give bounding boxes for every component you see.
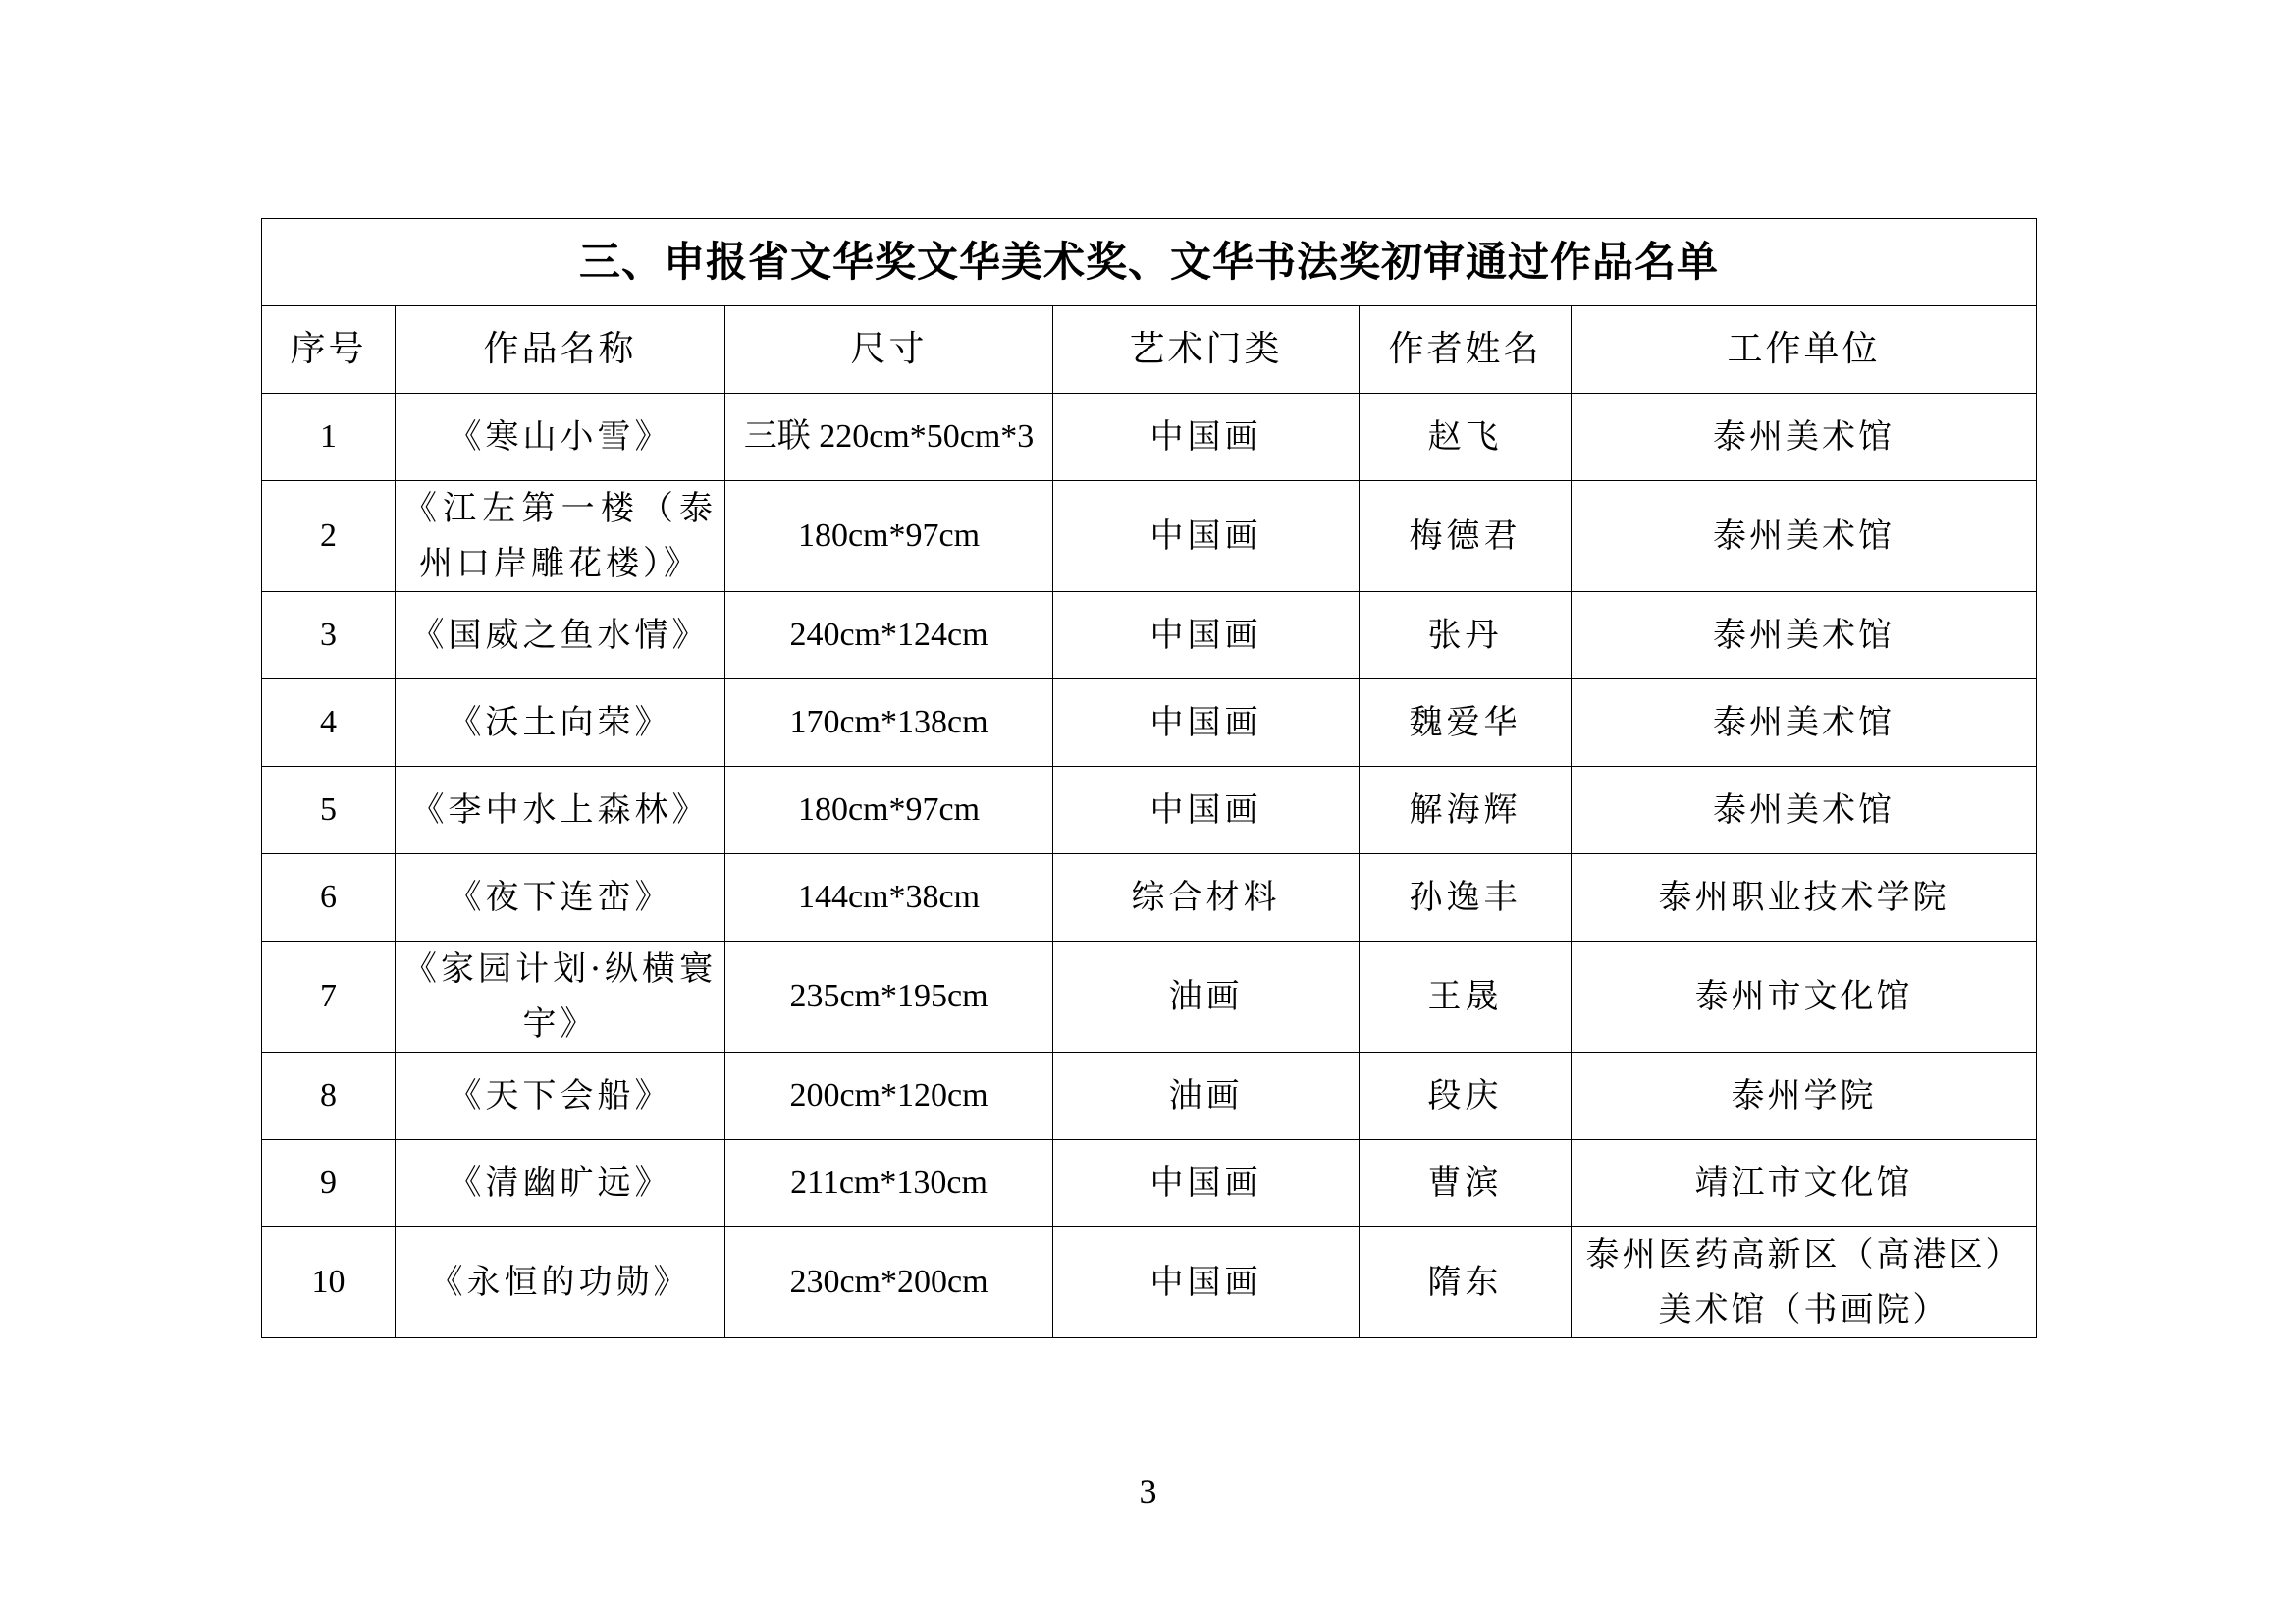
table-row (262, 1227, 2037, 1338)
cell-seq: 5 (262, 767, 396, 854)
unit-text: 泰州市文化馆 (1694, 977, 1913, 1016)
work-title: 《国威之鱼水情》 (410, 616, 710, 655)
cell-seq: 8 (262, 1053, 396, 1140)
table-row (262, 942, 2037, 1053)
cell-seq: 2 (262, 481, 396, 592)
cell-size: 三联 220cm*50cm*3 (725, 394, 1053, 481)
table-row (262, 854, 2037, 942)
cell-author: 魏爱华 (1360, 679, 1572, 767)
cell-unit (1572, 592, 2037, 679)
header-name: 作品名称 (396, 306, 725, 394)
cell-size: 170cm*138cm (725, 679, 1053, 767)
cell-size: 211cm*130cm (725, 1140, 1053, 1227)
cell-author: 曹滨 (1360, 1140, 1572, 1227)
cell-seq: 6 (262, 854, 396, 942)
cell-unit (1572, 1140, 2037, 1227)
table-row (262, 481, 2037, 592)
header-unit: 工作单位 (1572, 306, 2037, 394)
cell-size: 230cm*200cm (725, 1227, 1053, 1338)
cell-size: 240cm*124cm (725, 592, 1053, 679)
table-row (262, 1140, 2037, 1227)
cell-author: 解海辉 (1360, 767, 1572, 854)
work-title: 《永恒的功勋》 (429, 1263, 691, 1302)
cell-author: 赵飞 (1360, 394, 1572, 481)
work-title: 《沃土向荣》 (448, 703, 672, 742)
cell-name (396, 481, 725, 592)
cell-size: 180cm*97cm (725, 481, 1053, 592)
cell-unit (1572, 679, 2037, 767)
work-title: 《天下会船》 (448, 1076, 672, 1115)
work-title: 《夜下连峦》 (448, 878, 672, 917)
cell-seq: 7 (262, 942, 396, 1053)
unit-text: 泰州医药高新区（高港区）美术馆（书画院） (1585, 1235, 2022, 1329)
cell-author: 段庆 (1360, 1053, 1572, 1140)
header-author: 作者姓名 (1360, 306, 1572, 394)
work-title: 《李中水上森林》 (410, 790, 710, 830)
cell-size: 180cm*97cm (725, 767, 1053, 854)
cell-size: 144cm*38cm (725, 854, 1053, 942)
cell-unit (1572, 854, 2037, 942)
cell-category: 中国画 (1053, 1140, 1360, 1227)
table-row (262, 592, 2037, 679)
cell-category: 中国画 (1053, 767, 1360, 854)
unit-text: 泰州美术馆 (1713, 616, 1896, 655)
cell-name (396, 1227, 725, 1338)
cell-category: 油画 (1053, 1053, 1360, 1140)
work-title: 《家园计划·纵横寰宇》 (403, 949, 717, 1044)
cell-author: 梅德君 (1360, 481, 1572, 592)
cell-seq: 1 (262, 394, 396, 481)
cell-category: 中国画 (1053, 394, 1360, 481)
work-title: 《江左第一楼（泰州口岸雕花楼）》 (403, 489, 717, 583)
table-title: 三、申报省文华奖文华美术奖、文华书法奖初审通过作品名单 (262, 219, 2037, 306)
table-row (262, 394, 2037, 481)
cell-unit (1572, 394, 2037, 481)
cell-name (396, 767, 725, 854)
unit-text: 泰州美术馆 (1713, 417, 1896, 457)
cell-category: 中国画 (1053, 481, 1360, 592)
unit-text: 泰州美术馆 (1713, 703, 1896, 742)
table-row (262, 767, 2037, 854)
cell-seq: 10 (262, 1227, 396, 1338)
header-seq: 序号 (262, 306, 396, 394)
cell-category: 中国画 (1053, 592, 1360, 679)
cell-name (396, 1053, 725, 1140)
unit-text: 泰州美术馆 (1713, 516, 1896, 556)
table-row (262, 1053, 2037, 1140)
cell-unit (1572, 1053, 2037, 1140)
cell-unit (1572, 942, 2037, 1053)
cell-unit (1572, 481, 2037, 592)
work-title: 《清幽旷远》 (448, 1164, 672, 1203)
unit-text: 泰州学院 (1731, 1076, 1877, 1115)
cell-seq: 4 (262, 679, 396, 767)
cell-author: 隋东 (1360, 1227, 1572, 1338)
cell-seq: 9 (262, 1140, 396, 1227)
unit-text: 靖江市文化馆 (1694, 1164, 1913, 1203)
page-number: 3 (1139, 1472, 1157, 1511)
cell-unit (1572, 1227, 2037, 1338)
table-row (262, 679, 2037, 767)
table-title-row (262, 219, 2037, 306)
cell-name (396, 942, 725, 1053)
works-table (261, 218, 2037, 1338)
cell-author: 张丹 (1360, 592, 1572, 679)
unit-text: 泰州职业技术学院 (1658, 878, 1949, 917)
cell-author: 王晟 (1360, 942, 1572, 1053)
cell-author: 孙逸丰 (1360, 854, 1572, 942)
cell-category: 油画 (1053, 942, 1360, 1053)
cell-category: 中国画 (1053, 1227, 1360, 1338)
cell-size: 200cm*120cm (725, 1053, 1053, 1140)
cell-unit (1572, 767, 2037, 854)
cell-name (396, 1140, 725, 1227)
cell-name (396, 854, 725, 942)
cell-name (396, 679, 725, 767)
header-category: 艺术门类 (1053, 306, 1360, 394)
header-size: 尺寸 (725, 306, 1053, 394)
cell-category: 综合材料 (1053, 854, 1360, 942)
table-header-row (262, 306, 2037, 394)
cell-size: 235cm*195cm (725, 942, 1053, 1053)
work-title: 《寒山小雪》 (448, 417, 672, 457)
cell-category: 中国画 (1053, 679, 1360, 767)
cell-seq: 3 (262, 592, 396, 679)
cell-name (396, 394, 725, 481)
cell-name (396, 592, 725, 679)
unit-text: 泰州美术馆 (1713, 790, 1896, 830)
